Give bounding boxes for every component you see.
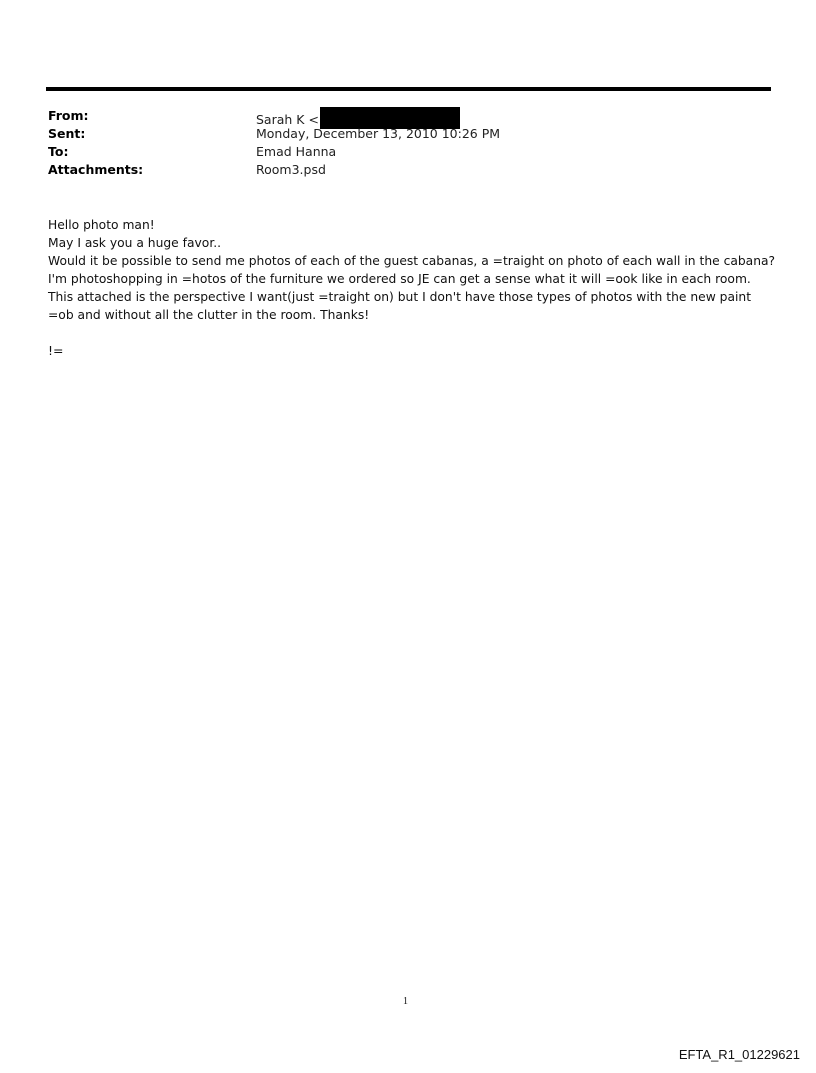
sent-label: Sent: — [48, 126, 86, 141]
to-label: To: — [48, 144, 69, 159]
attachments-label: Attachments: — [48, 162, 144, 177]
from-label: From: — [48, 108, 89, 123]
attachments-row — [48, 161, 500, 179]
to-value: Emad Hanna — [256, 144, 337, 159]
body-paragraph: Would it be possible to send me photos of each of the guest cabanas, a =traight on photo of each wall in the cabana? I'm photoshopping in =hotos of the furniture we ordered so JE can get a sense what it will =ook like in each room. This attached is the perspective I want(just =traight on) but I don't have those types of photos with the new paint =ob and without all the clutter in the room. Thanks! — [48, 254, 776, 322]
attachment-file: Room3.psd — [256, 162, 326, 177]
request-line: May I ask you a huge favor.. — [48, 236, 222, 250]
sent-row — [48, 125, 500, 143]
from-row — [48, 107, 500, 125]
greeting: Hello photo man! — [48, 218, 155, 232]
email-body — [48, 216, 778, 324]
to-row — [48, 143, 500, 161]
header-rule — [46, 87, 771, 91]
bates-number: EFTA_R1_01229621 — [678, 1047, 800, 1062]
sender-name: Sarah K < — [256, 112, 319, 127]
from-value — [256, 107, 460, 125]
email-header — [48, 107, 500, 179]
signoff: != — [48, 343, 64, 358]
sent-value: Monday, December 13, 2010 10:26 PM — [256, 126, 501, 141]
page-number: 1 — [403, 996, 408, 1007]
